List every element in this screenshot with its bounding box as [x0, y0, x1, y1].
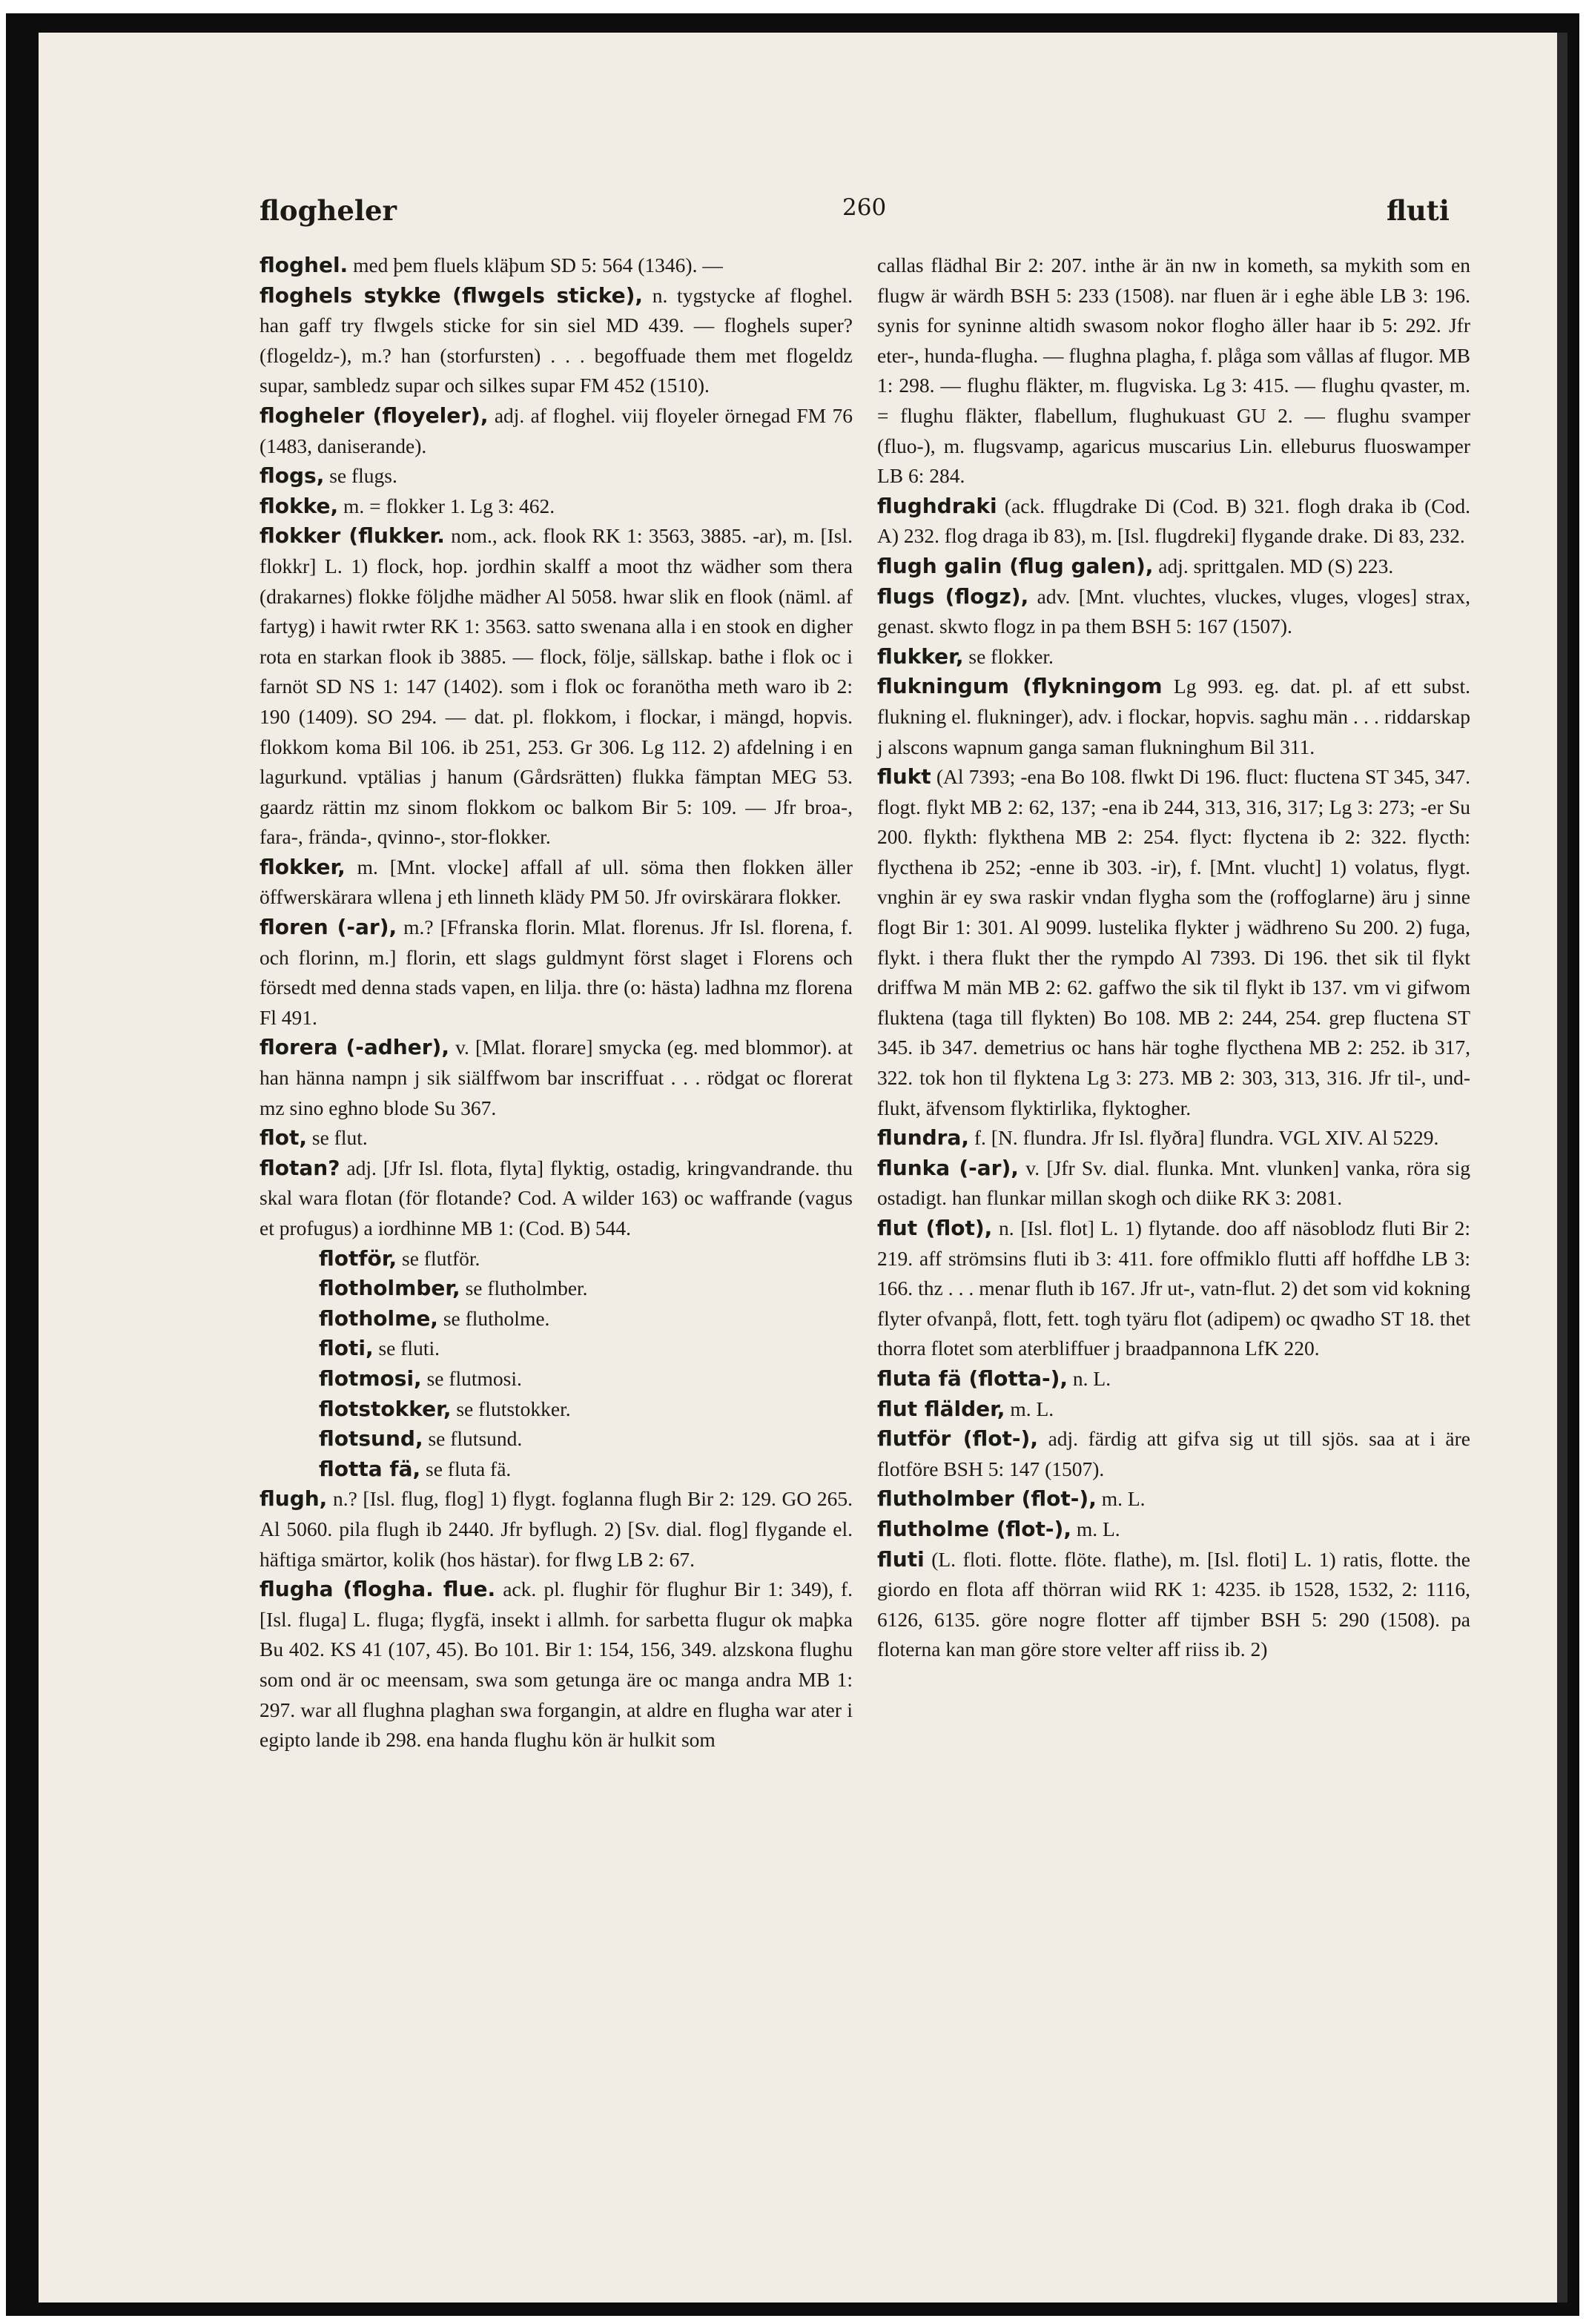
- entry-headword: flotta fä,: [319, 1456, 421, 1481]
- entry-text: se flokker.: [968, 644, 1054, 668]
- dictionary-entry: [260, 1033, 853, 1123]
- dictionary-entry: [260, 1153, 853, 1244]
- dictionary-entry: [877, 642, 1470, 672]
- dictionary-entry: [260, 1244, 853, 1274]
- entry-headword: fluta fä (flotta-),: [877, 1365, 1068, 1391]
- entry-headword: flogs,: [260, 463, 325, 489]
- entry-headword: flotstokker,: [319, 1396, 452, 1421]
- running-head-right: fluti: [1387, 194, 1450, 227]
- entry-text: m. [Mnt. vlocke] affall af ull. söma then flokken äller öffwerskärara wllena j eth linneth klädy PM 50. Jfr ovirskärara flokker.: [260, 855, 853, 909]
- entry-text: m. L.: [1101, 1487, 1146, 1511]
- entry-text: (ack. fflugdrake Di (Cod. B) 321. flogh draka ib (Cod. A) 232. flog draga ib 83), m. [Isl. flugdreki] flygande drake. Di 83, 232.: [877, 494, 1471, 548]
- dictionary-entry: [260, 491, 853, 522]
- entry-headword: flut flälder,: [877, 1396, 1005, 1421]
- entry-headword: flotholme,: [319, 1305, 438, 1331]
- left-column: [260, 251, 853, 1755]
- entry-headword: flutholme (flot-),: [877, 1516, 1071, 1541]
- dictionary-entry: [260, 1304, 853, 1334]
- entry-headword: flotholmber,: [319, 1276, 460, 1301]
- dictionary-entry: [877, 1153, 1470, 1214]
- entry-headword: flugs (flogz),: [877, 583, 1029, 609]
- dictionary-entry: [877, 1214, 1470, 1364]
- running-head-left: flogheler: [260, 194, 397, 227]
- dictionary-entry: [260, 1394, 853, 1425]
- dictionary-entry: [260, 1454, 853, 1485]
- entry-headword: flugh,: [260, 1486, 328, 1512]
- entry-headword: flutför (flot-),: [877, 1426, 1038, 1451]
- entry-text: se flut.: [311, 1126, 368, 1150]
- dictionary-entry: [260, 1274, 853, 1304]
- entry-headword: flugha (flogha. flue.: [260, 1577, 496, 1602]
- entry-headword: flokker,: [260, 854, 346, 879]
- dictionary-entry: [260, 521, 853, 853]
- entry-headword: flot,: [260, 1125, 308, 1151]
- entry-text: v. [Mlat. florare] smycka (eg. med blommor). at han hänna nampn j sik siälffwom bar inscriffuat . . . rödgat oc florerat mz sino eghno blode Su 367.: [260, 1036, 853, 1119]
- entry-text: se flutstokker.: [456, 1397, 571, 1420]
- entry-headword: flotsund,: [319, 1426, 423, 1451]
- dictionary-entry: [877, 582, 1470, 642]
- dictionary-entry: [877, 1394, 1470, 1425]
- entry-headword: flughdraki: [877, 493, 997, 518]
- dictionary-entry: [260, 913, 853, 1033]
- entry-headword: flotmosi,: [319, 1365, 422, 1391]
- dictionary-entry: [260, 1575, 853, 1755]
- entry-text: n. L.: [1072, 1366, 1111, 1390]
- entry-text: se flutför.: [402, 1246, 480, 1270]
- right-column: [877, 251, 1470, 1665]
- page-edge-shadow: [1557, 33, 1567, 2303]
- entry-text: adj. sprittgalen. MD (S) 223.: [1158, 554, 1394, 577]
- entry-text: se fluti.: [378, 1337, 440, 1360]
- dictionary-entry: [260, 1364, 853, 1394]
- dictionary-entry: [877, 1123, 1470, 1153]
- dictionary-entry: [260, 1123, 853, 1153]
- entry-text: n.? [Isl. flug, flog] 1) flygt. foglanna flugh Bir 2: 129. GO 265. Al 5060. pila flugh ib 2440. Jfr byflugh. 2) [Sv. dial. flog] flygande el. häftiga smärtor, kolik (hos hästar). for flwg LB 2: 67.: [260, 1487, 853, 1571]
- entry-headword: flotan?: [260, 1155, 340, 1180]
- dictionary-entry: [877, 552, 1470, 582]
- entry-text: se fluta fä.: [426, 1457, 512, 1480]
- entry-text: m. L.: [1010, 1397, 1054, 1420]
- entry-text: ack. pl. flughir för flughur Bir 1: 349), f. [Isl. fluga] L. fluga; flygfä, insekt i allmh. for sarbetta flugur ok maþka Bu 402. KS 41 (107, 45). Bo 101. Bir 1: 154, 156, 349. alzskona flughu som ond är oc meensam, swa som getunga äre oc manga andra MB 1: 297. war all flughna plaghan swa forgangin, at aldre en flugha war ater i egipto lande ib 298. ena handa flughu kön är hulkit som: [260, 1578, 853, 1752]
- entry-text: adj. färdig att gifva sig ut till sjös. saa at i äre flotföre BSH 5: 147 (1507).: [877, 1427, 1470, 1480]
- entry-headword: floghels stykke (flwgels sticke),: [260, 282, 643, 308]
- entry-text: n. [Isl. flot] L. 1) flytande. doo aff näsoblodz fluti Bir 2: 219. aff strömsins fluti ib 3: 411. fore offmiklo flutti aff hoffdhe LB 3: 166. thz . . . menar fluth ib 167. Jfr ut-, vatn-flut. 2) det som vid kokning flyter ofvanpå, flott, fett. togh tyäru flot (adipem) oc qwadho ST 18. thet thorra flotet som aterbliffuer j braadpannona LfK 220.: [877, 1216, 1470, 1360]
- entry-headword: fluti: [877, 1546, 925, 1572]
- entry-text: se flutholmber.: [465, 1277, 588, 1300]
- entry-text: Lg 993. eg. dat. pl. af ett subst. flukning el. flukninger), adv. i flockar, hopvis. saghu män . . . riddarskap j alscons wapnum ganga saman flukninghum Bil 311.: [877, 675, 1470, 758]
- entry-text: v. [Jfr Sv. dial. flunka. Mnt. vlunken] vanka, röra sig ostadigt. han flunkar millan skogh och diike RK 3: 2081.: [877, 1156, 1471, 1210]
- entry-headword: flugh galin (flug galen),: [877, 553, 1154, 578]
- entry-headword: flunka (-ar),: [877, 1155, 1019, 1180]
- entry-text: se flutsund.: [428, 1427, 523, 1451]
- entry-headword: floti,: [319, 1336, 374, 1361]
- entry-text: m.? [Ffranska florin. Mlat. florenus. Jfr Isl. florena, f. och florinn, m.] florin, ett slags guldmynt först slaget i Florens och försedt med denna stads vapen, en lilja. thre (o: hästa) ladhna mz florena Fl 491.: [260, 916, 853, 1029]
- entry-text: callas flädhal Bir 2: 207. inthe är än nw in kometh, sa mykith som en flugw är wärdh BSH 5: 233 (1508). nar fluen är i eghe äble LB 3: 196. synis for syninne altidh swasom nokor flogho äller haar ib 5: 292. Jfr eter-, hunda-flugha. — flughna plagha, f. plåga som vållas af flugor. MB 1: 298. — flughu fläkter, m. flugviska. Lg 3: 415. — flughu qvaster, m. = flughu fläkter, flabellum, flughukuast GU 2. — flughu svamper (fluo-), m. flugsvamp, agaricus muscarius Lin. elleburus fluoswamper LB 6: 284.: [877, 254, 1470, 488]
- entry-text: m. L.: [1076, 1517, 1120, 1540]
- entry-headword: flundra,: [877, 1125, 970, 1151]
- entry-headword: flukker,: [877, 643, 964, 669]
- entry-text: m. = flokker 1. Lg 3: 462.: [343, 494, 555, 517]
- dictionary-entry: [877, 762, 1470, 1123]
- entry-headword: flotför,: [319, 1245, 397, 1271]
- dictionary-entry: [877, 491, 1470, 552]
- entry-text: med þem fluels kläþum SD 5: 564 (1346). —: [353, 254, 723, 277]
- dictionary-entry: [260, 1424, 853, 1454]
- dictionary-entry: [877, 672, 1470, 762]
- entry-text: se flutholme.: [443, 1306, 550, 1330]
- entry-headword: flut (flot),: [877, 1216, 993, 1240]
- entry-headword: flutholmber (flot-),: [877, 1486, 1097, 1512]
- entry-headword: flukningum (flykningom: [877, 674, 1163, 699]
- dictionary-entry: [877, 1484, 1470, 1514]
- entry-text: (L. floti. flotte. flöte. flathe), m. [Isl. floti] L. 1) ratis, flotte. the giordo en flota aff thörran wiid RK 1: 4235. ib 1528, 1532, 2: 1116, 6126, 6135. göre nogre flotter aff tijmber BSH 5: 290 (1508). pa floterna kan man göre store velter aff riiss ib. 2): [877, 1547, 1470, 1661]
- entry-text: f. [N. flundra. Jfr Isl. flyðra] flundra. VGL XIV. Al 5229.: [974, 1126, 1439, 1150]
- dictionary-entry: [260, 1334, 853, 1364]
- entry-headword: flokker (flukker.: [260, 523, 445, 549]
- entry-headword: flokke,: [260, 493, 339, 518]
- dictionary-entry: [260, 461, 853, 491]
- page-number: 260: [842, 194, 887, 221]
- entry-headword: floren (-ar),: [260, 915, 397, 940]
- dictionary-entry: [260, 1484, 853, 1575]
- entry-text: se flutmosi.: [426, 1366, 522, 1390]
- entry-headword: florera (-adher),: [260, 1035, 449, 1060]
- entry-text: n. tygstycke af floghel. han gaff try flwgels sticke for sin siel MD 439. — floghels super? (flogeldz-), m.? han (storfursten) . . . begoffuade them met flogeldz supar, sambledz supar och silkes supar FM 452 (1510).: [260, 283, 853, 397]
- dictionary-entry: [877, 1424, 1470, 1484]
- entry-text: adj. af floghel. viij floyeler örnegad FM 76 (1483, daniserande).: [260, 403, 853, 457]
- dictionary-entry: [260, 853, 853, 913]
- entry-text: adv. [Mnt. vluchtes, vluckes, vluges, vloges] strax, genast. skwto flogz in pa them BSH 5: 167 (1507).: [877, 584, 1470, 638]
- dictionary-entry: [877, 1364, 1470, 1394]
- entry-text: (Al 7393; -ena Bo 108. flwkt Di 196. fluct: fluctena ST 345, 347. flogt. flykt MB 2: 62, 137; -ena ib 244, 313, 316, 317; Lg 3: 273; -er Su 200. flykth: flykthena MB 2: 254. flyct: flyctena ib 2: 322. flycth: flycthena ib 252; -enne ib 303. -ir), f. [Mnt. vlucht] 1) volatus, flygt. vnghin är ey swa raskir vndan flygha som the (roffoglarne) äru j sinne flogt Bir 1: 301. Al 9099. lustelika flykter j wädhreno Su 200. 2) fuga, flykt. i thera flukt ther the rympdo Al 7393. Di 196. thet sik til flykt driffwa M män MB 2: 62. gaffwo the sik til flykt ib 137. vm vi gifwom fluktena (taga till flykten) Bo 108. MB 2: 244, 254. grep fluctena ST 345. ib 347. demetrius oc hans här toghe flycthena MB 2: 252. ib 317, 322. tok hon til flyktena Lg 3: 273. MB 2: 303, 313, 316. Jfr til-, und-flukt, äfvensom flyktirlika, flyktogher.: [877, 765, 1470, 1119]
- dictionary-entry: [260, 401, 853, 461]
- entry-text: se flugs.: [329, 464, 397, 488]
- dictionary-entry: [877, 1545, 1470, 1665]
- dictionary-entry: [877, 251, 1470, 491]
- dictionary-entry: [260, 281, 853, 401]
- entry-text: adj. [Jfr Isl. flota, flyta] flyktig, ostadig, kringvandrande. thu skal wara flotan (för flotande? Cod. A wilder 163) oc waffrande (vagus et profugus) a iordhinne MB 1: (Cod. B) 544.: [260, 1156, 853, 1239]
- dictionary-entry: [877, 1514, 1470, 1545]
- entry-headword: flukt: [877, 764, 931, 789]
- entry-headword: flogheler (floyeler),: [260, 403, 489, 428]
- entry-headword: floghel.: [260, 253, 348, 277]
- entry-text: nom., ack. flook RK 1: 3563, 3885. -ar), m. [Isl. flokkr] L. 1) flock, hop. jordhin skalff a moot thz wädher som thera (drakarnes) flokke följdhe mädher Al 5058. hwar slik en flook (näml. af fartyg) i hawit rwter RK 1: 3563. satto swenana alla i en stook en digher rota en starkan flook ib 3885. — flock, följe, sällskap. bathe i flok oc i farnöt SD NS 1: 147 (1402). som i flok oc foranötha meth waro ib 2: 190 (1409). SO 294. — dat. pl. flokkom, i flockar, i mängd, hopvis. flokkom koma Bil 106. ib 251, 253. Gr 306. Lg 112. 2) afdelning i en lagurkund. vptälias j hanum (Gårdsrätten) flukka fämptan MEG 53. gaardz rättin mz sinom flokkom oc balkom Bir 5: 109. — Jfr broa-, fara-, frända-, qvinno-, stor-flokker.: [260, 524, 853, 849]
- dictionary-entry: [260, 251, 853, 281]
